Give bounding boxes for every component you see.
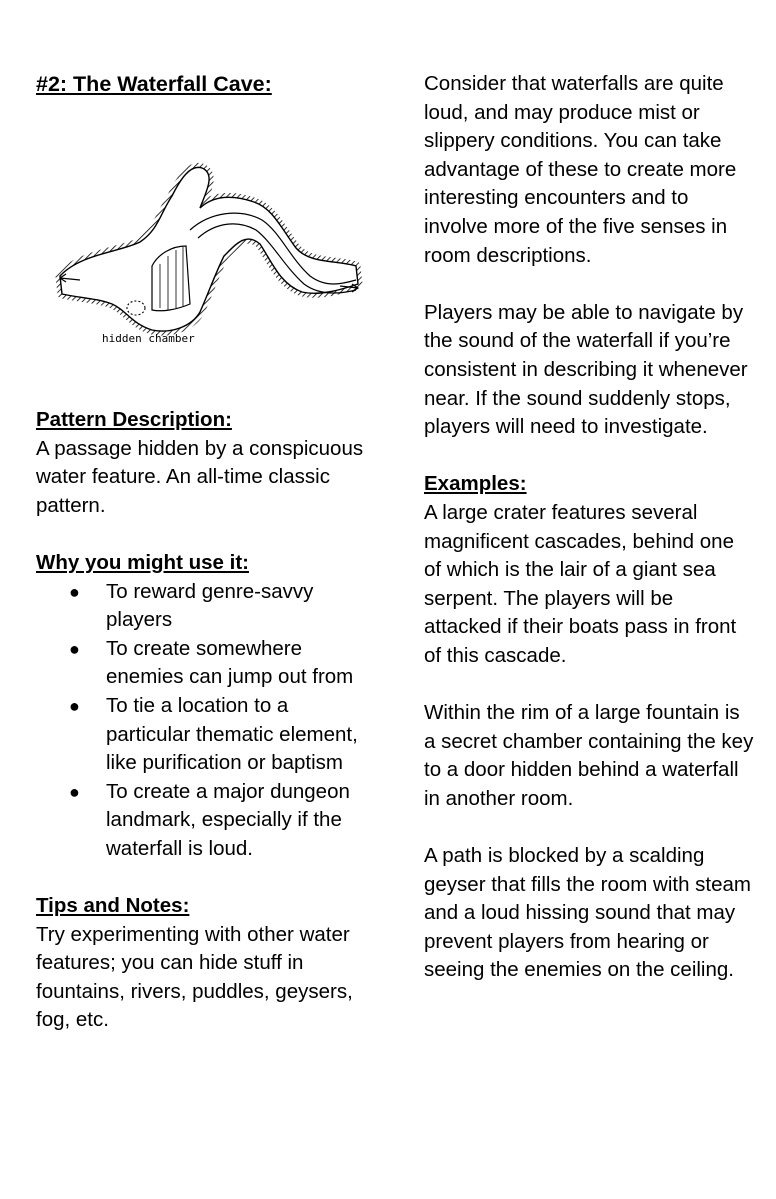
navigation-note: Players may be able to navigate by the sound of the waterfall if you’re consistent in describing it whenever near. If the sound suddenly stops, players will need to investigate.: [424, 300, 748, 439]
tips-text: Try experimenting with other water features; you can hide stuff in fountains, rivers, puddles, geysers, fog, etc.: [36, 922, 353, 1032]
left-column: [36, 68, 366, 1035]
page-title: #2: The Waterfall Cave:: [36, 72, 272, 96]
pattern-heading: Pattern Description:: [36, 408, 232, 431]
list-item: ● To reward genre-savvy players: [69, 579, 314, 632]
cave-map-illustration: [36, 134, 366, 362]
list-item: ● To create a major dungeon landmark, especially if the waterfall is loud.: [69, 779, 350, 860]
waterfall-considerations: Consider that waterfalls are quite loud, and may produce mist or slippery conditions. You can take advantage of these to create more interesting encounters and to involve more of the five senses in room descriptions.: [424, 72, 737, 267]
examples-heading: Examples:: [424, 472, 527, 496]
tips-heading: Tips and Notes:: [36, 894, 190, 918]
bullet-icon: ●: [69, 781, 80, 802]
why-heading: Why you might use it:: [36, 550, 249, 574]
right-column: [424, 70, 754, 985]
list-item: ● To create somewhere enemies can jump out from: [69, 636, 354, 689]
bullet-icon: ●: [69, 638, 80, 659]
list-item: ● To tie a location to a particular thematic element, like purification or baptism: [69, 693, 358, 775]
why-list: [36, 578, 366, 864]
example-item: Within the rim of a large fountain is a secret chamber containing the key to a door hidden behind a waterfall in another room.: [424, 701, 754, 810]
bullet-icon: ●: [69, 581, 80, 602]
example-item: A large crater features several magnificent cascades, behind one of which is the lair of a giant sea serpent. The players will be attacked if their boats pass in front of this cascade.: [424, 500, 737, 667]
example-item: A path is blocked by a scalding geyser that fills the room with steam and a loud hissing sound that may prevent players from hearing or seeing the enemies on the ceiling.: [424, 844, 751, 982]
pattern-text: A passage hidden by a conspicuous water feature. An all-time classic pattern.: [36, 436, 364, 517]
bullet-icon: ●: [69, 695, 80, 716]
cave-map-drawing: [40, 134, 370, 362]
hidden-chamber-label: hidden chamber: [102, 332, 195, 345]
